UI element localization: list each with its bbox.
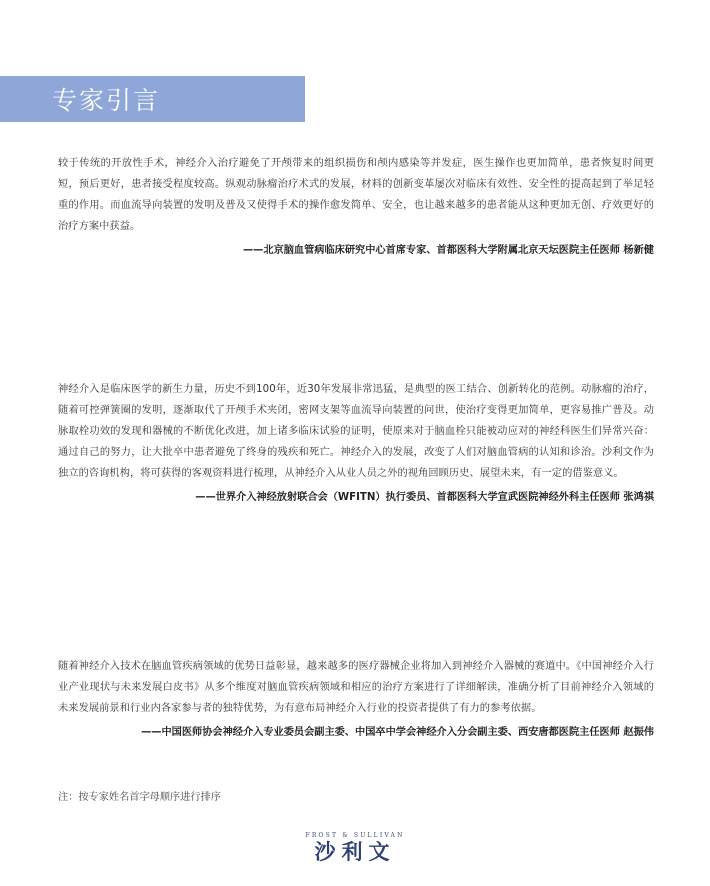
quote-text: 神经介入是临床医学的新生力量，历史不到100年，近30年发展非常迅猛，是典型的医工结合、创新转化的范例。动脉瘤的治疗，随着可控弹簧圈的发明，逐渐取代了开颅手术夹闭，密网支架等血流导向装置的问世，使治疗变得更加简单，更容易推广普及。动脉取栓功效的发现和器械的不断优化改进，加上诸多临床试验的证明，使原来对于脑血栓只能被动应对的神经科医生们异常兴奋：通过自己的努力，让大批卒中患者避免了终身的残疾和死亡。神经介入的发展，改变了人们对脑血管病的认知和诊治。沙利文作为独立的咨询机构，将可获得的客观资料进行梳理，从神经介入从业人员之外的视角回顾历史、展望未来，有一定的借鉴意义。 [58, 384, 654, 479]
sort-order-note: 注：按专家姓名首字母顺序进行排序 [58, 792, 221, 803]
quote-text: 较于传统的开放性手术，神经介入治疗避免了开颅带来的组织损伤和颅内感染等并发症，医生操作也更加简单，患者恢复时间更短，预后更好，患者接受程度较高。纵观动脉瘤治疗术式的发展，材料的创新变革屡次对临床有效性、安全性的提高起到了举足轻重的作用。而血流导向装置的发明及普及又使得手术的操作愈发简单、安全，也让越来越多的患者能从这种更加无创、疗效更好的治疗方案中获益。 [58, 158, 654, 232]
quote-text: 随着神经介入技术在脑血管疾病领域的优势日益彰显，越来越多的医疗器械企业将加入到神经介入器械的赛道中。《中国神经介入行业产业现状与未来发展白皮书》从多个维度对脑血管疾病领域和相应的治疗方案进行了详细解读，准确分析了目前神经介入领域的未来发展前景和行业内各家参与者的独特优势，为有意布局神经介入行业的投资者提供了有力的参考依据。 [58, 661, 654, 714]
frost-sullivan-logo [0, 832, 710, 865]
expert-quote-2 [58, 379, 654, 508]
expert-quote-3 [58, 656, 654, 743]
section-title: 专家引言 [52, 86, 161, 115]
expert-quote-1 [58, 153, 654, 261]
logo-brand-en: FROST & SULLIVAN [305, 832, 405, 839]
logo-brand-cn: 沙利文 [314, 840, 396, 864]
quote-attribution: ——世界介入神经放射联合会（WFITN）执行委员、首都医科大学宣武医院神经外科主任医师 张鸿祺 [195, 492, 654, 503]
quote-attribution: ——中国医师协会神经介入专业委员会副主委、中国卒中学会神经介入分会副主委、西安唐都医院主任医师 赵振伟 [141, 727, 654, 738]
quote-attribution: ——北京脑血管病临床研究中心首席专家、首都医科大学附属北京天坛医院主任医师 杨新健 [242, 245, 654, 256]
section-title-banner [0, 76, 305, 122]
